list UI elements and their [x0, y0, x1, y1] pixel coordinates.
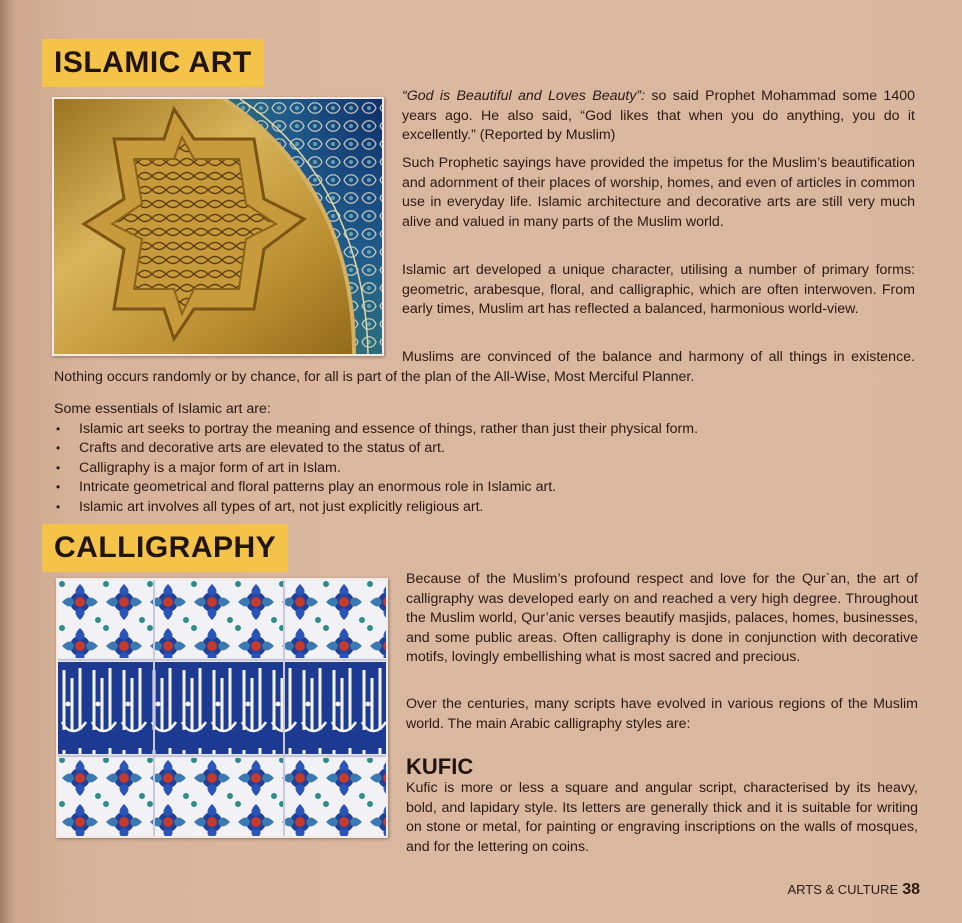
page-gutter-shadow: [0, 0, 14, 923]
section-label: ARTS & CULTURE: [787, 882, 899, 897]
essentials-list-block: [54, 400, 914, 518]
calligraphy-tiles-image: [56, 578, 388, 838]
calligraphy-styles-text: Over the centuries, many scripts have evolved in various regions of the Muslim world. The main Arabic calligraphy styles are:: [406, 696, 918, 732]
intro-paragraph: [402, 87, 915, 146]
page-footer: [787, 881, 920, 899]
essentials-item: • Calligraphy is a major form of art in Islam.: [54, 459, 914, 479]
essentials-item: • Crafts and decorative arts are elevated to the status of art.: [54, 439, 914, 459]
balance-harmony-paragraph: [54, 348, 915, 387]
islamic-art-title: ISLAMIC ART: [42, 39, 264, 87]
kufic-heading: KUFIC: [406, 754, 474, 779]
unique-character-paragraph: [402, 261, 915, 320]
kufic-paragraph: [406, 779, 918, 857]
prophetic-sayings-text: Such Prophetic sayings have provided the impetus for the Muslim’s beautification and adornment of their places of worship, homes, and even of articles in common use in everyday life. Islamic architecture and decorative arts are still very much alive and valued in many parts of the Muslim world.: [402, 155, 915, 230]
prophetic-sayings-paragraph: [402, 154, 915, 232]
calligraphy-intro-paragraph: [406, 570, 918, 668]
islamic-art-image: [52, 97, 384, 356]
essentials-item: • Islamic art seeks to portray the meaning and essence of things, rather than just their physical form.: [54, 420, 914, 440]
unique-character-text: Islamic art developed a unique character, utilising a number of primary forms: geometric, arabesque, floral, and calligraphic, which are often interwoven. From early times, Muslim art has reflected a balanced, harmonious world-view.: [402, 262, 915, 318]
balance-harmony-text: Muslims are convinced of the balance and harmony of all things in existence. Nothing occurs randomly or by chance, for all is part of the plan of the All-Wise, Most Merciful Planner.: [54, 349, 915, 385]
kufic-text: Kufic is more or less a square and angular script, characterised by its heavy, bold, and lapidary style. Its letters are generally thick and it is suitable for writing on stone or metal, for painting or engraving inscriptions on the walls of mosques, and for the lettering on coins.: [406, 780, 918, 855]
prophet-quote: “God is Beautiful and Loves Beauty”:: [402, 88, 646, 104]
essentials-list: [54, 420, 914, 518]
essentials-intro: Some essentials of Islamic art are:: [54, 401, 271, 417]
calligraphy-title: CALLIGRAPHY: [42, 524, 288, 572]
essentials-item: • Islamic art involves all types of art, not just explicitly religious art.: [54, 498, 914, 518]
calligraphy-styles-paragraph: [406, 695, 918, 734]
intro-paragraph-text: so said Prophet Mohammad some 1400 years ago. He also said, “God likes that when you do anything, you do it excellently.” (Reported by Muslim): [402, 88, 915, 144]
essentials-item: • Intricate geometrical and floral patterns play an enormous role in Islamic art.: [54, 478, 914, 498]
page-number: 38: [902, 881, 920, 898]
calligraphy-intro-text: Because of the Muslim’s profound respect and love for the Qur`an, the art of calligraphy was developed early on and reached a very high degree. Throughout the Muslim world, Qur’anic verses beautify masjids, palaces, homes, businesses, and some public areas. Often calligraphy is done in conjunction with decorative motifs, lovingly embellishing what is most sacred and precious.: [406, 571, 918, 666]
